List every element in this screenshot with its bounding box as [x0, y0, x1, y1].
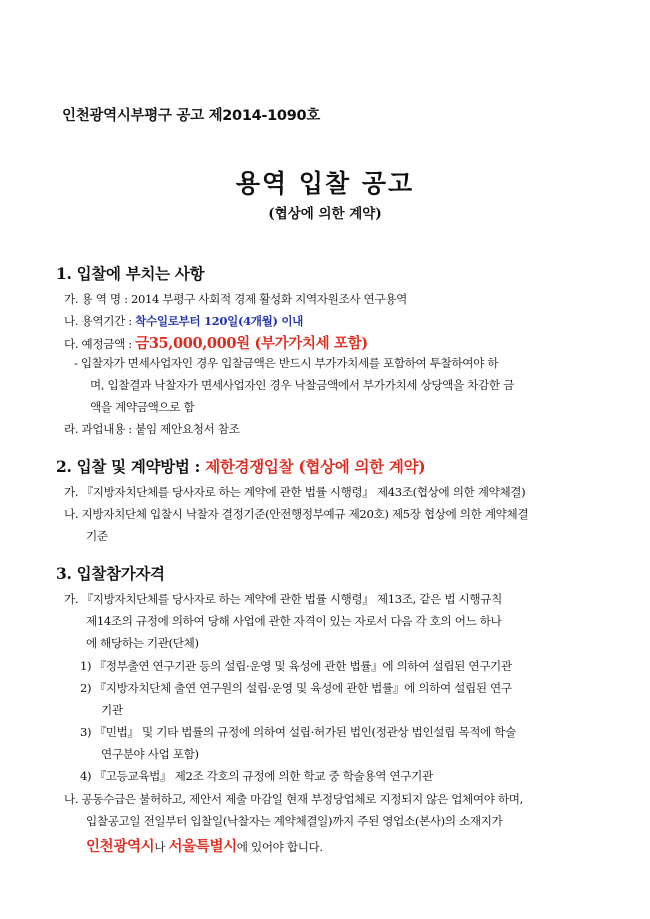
section3-heading: 3. 입찰참가자격 [56, 564, 165, 583]
s3-na-line3 [86, 835, 323, 856]
s3-item3-line1: 3) 『민법』 및 기타 법률의 규정에 의하여 설립·허가된 법인(정관상 법인설립 목적에 학술 [80, 725, 516, 739]
s2-na-line2: 기준 [86, 529, 108, 543]
s1-da-value: 금35,000,000원 (부가가치세 포함) [135, 335, 368, 352]
s2-heading-method: 제한경쟁입찰 (협상에 의한 계약) [205, 457, 426, 476]
s3-region-incheon: 인천광역시 [86, 838, 155, 855]
document-title: 용역 입찰 공고 [235, 169, 415, 198]
s3-ga-line3: 에 해당하는 기관(단체) [86, 636, 199, 650]
notice-number: 인천광역시부평구 공고 제2014-1090호 [62, 108, 321, 124]
s3-item1: 1) 『정부출연 연구기관 등의 설립·운영 및 육성에 관한 법률』에 의하여 설립된 연구기관 [80, 659, 512, 673]
s3-na-line2: 입찰공고일 전일부터 입찰일(낙찰자는 계약체결일)까지 주된 영업소(본사)의 소재지가 [86, 814, 503, 828]
s2-heading-prefix: 2. 입찰 및 계약방법 : [56, 457, 206, 476]
s3-item2-line1: 2) 『지방자치단체 출연 연구원의 설립·운영 및 육성에 관한 법률』에 의하여 설립된 연구 [80, 681, 512, 695]
s1-da-label: 다. 예정금액 : [64, 337, 136, 351]
s1-da-line [64, 332, 368, 353]
s3-item4: 4) 『고등교육법』 제2조 각호의 규정에 의한 학교 중 학술용역 연구기관 [80, 769, 433, 783]
s3-item2-line2: 기관 [101, 703, 123, 717]
s1-ga-line [64, 291, 407, 307]
section1-heading: 1. 입찰에 부치는 사항 [56, 264, 205, 283]
s1-ga-value: 2014 부평구 사회적 경제 활성화 지역자원조사 연구용역 [130, 292, 407, 306]
s3-region-end: 에 있어야 합니다. [236, 840, 323, 854]
s3-region-seoul: 서울특별시 [168, 838, 237, 855]
s1-na-line [64, 313, 303, 329]
s3-na-line1: 나. 공동수급은 불허하고, 제안서 제출 마감일 현재 부정당업체로 지정되지 않은 업체여야 하며, [64, 792, 523, 806]
section2-heading [56, 455, 425, 477]
s1-note-line1: - 입찰자가 면세사업자인 경우 입찰금액은 반드시 부가가치세를 포함하여 투찰하여야 하 [74, 356, 499, 370]
s1-na-label: 나. 용역기간 : [64, 314, 136, 328]
s2-na-line1: 나. 지방자치단체 입찰시 낙찰자 결정기준(안전행정부예규 제20호) 제5장 협상에 의한 계약체결 [64, 507, 529, 521]
s1-note-line2: 며, 입찰결과 낙찰자가 면세사업자인 경우 낙찰금액에서 부가가치세 상당액을 차감한 금 [90, 378, 514, 392]
s2-ga-line: 가. 『지방자치단체를 당사자로 하는 계약에 관한 법률 시행령』 제43조(협상에 의한 계약체결) [64, 485, 526, 499]
document-subtitle: (협상에 의한 계약) [268, 206, 382, 222]
s1-na-value: 착수일로부터 120일(4개월) 이내 [135, 314, 304, 328]
s1-ga-label: 가. 용 역 명 : [64, 292, 131, 306]
s3-ga-line1: 가. 『지방자치단체를 당사자로 하는 계약에 관한 법률 시행령』 제13조, 같은 법 시행규칙 [64, 592, 502, 606]
s1-note-line3: 액을 계약금액으로 함 [90, 400, 195, 414]
s3-region-conj: 나 [154, 840, 169, 854]
s3-item3-line2: 연구분야 사업 포함) [101, 747, 199, 761]
s3-ga-line2: 제14조의 규정에 의하여 당해 사업에 관한 자격이 있는 자로서 다음 각 호의 어느 하나 [86, 614, 502, 628]
s1-ra-line: 라. 과업내용 : 붙임 제안요청서 참조 [64, 422, 240, 436]
